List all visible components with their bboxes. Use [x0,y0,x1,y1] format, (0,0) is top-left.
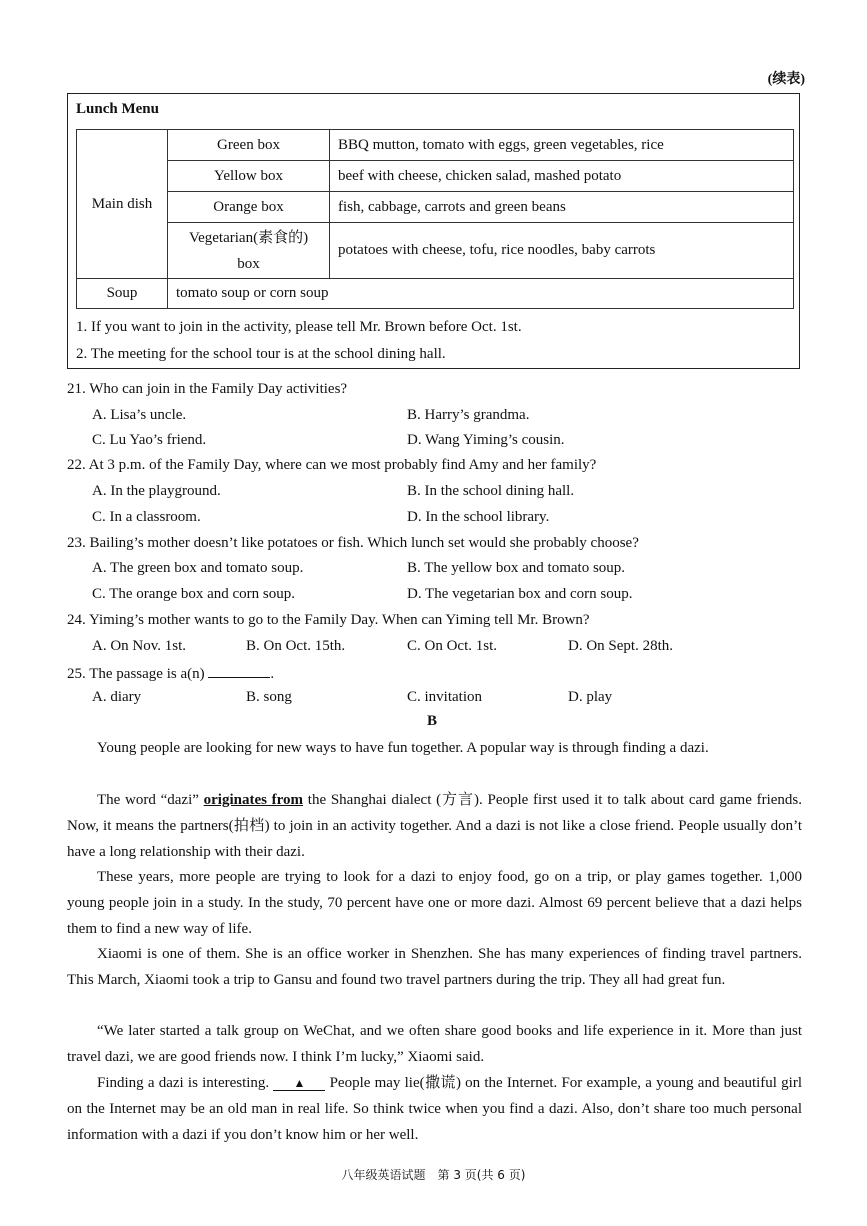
paragraph-text: Finding a dazi is interesting. [97,1075,274,1091]
option: A. On Nov. 1st. [92,638,187,654]
option: B. In the school dining hall. [407,483,575,499]
menu-note: 1. If you want to join in the activity, please tell Mr. Brown before Oct. 1st. [76,319,522,335]
option: B. song [246,689,292,705]
menu-title: Lunch Menu [76,101,159,117]
box-items: BBQ mutton, tomato with eggs, green vegetables, rice [330,130,794,161]
option: B. Harry’s grandma. [407,407,530,423]
option: B. On Oct. 15th. [246,638,346,654]
main-dish-label: Main dish [77,130,168,279]
paragraph-text: People may lie(撒谎) on the Internet. For example, a young and beautiful girl on the Internet may be an old man in real life. So think twice when you find a dazi. Also, don’t share too much personal information with a dazi if you don’t know him or her well. [67,1075,802,1143]
menu-note: 2. The meeting for the school tour is at the school dining hall. [76,346,446,362]
question-stem: 24. Yiming’s mother wants to go to the Family Day. When can Yiming tell Mr. Brown? [67,612,590,628]
option: C. invitation [407,689,482,705]
soup-items: tomato soup or corn soup [168,279,794,309]
keyword-phrase: originates from [203,792,304,808]
box-items: fish, cabbage, carrots and green beans [330,192,794,223]
option: D. Wang Yiming’s cousin. [407,432,565,448]
box-name: Green box [168,130,330,161]
option: D. The vegetarian box and corn soup. [407,586,633,602]
lunch-menu-table [76,129,794,309]
paragraph [67,1071,802,1148]
table-row [77,223,794,279]
question-stem: 23. Bailing’s mother doesn’t like potatoes or fish. Which lunch set would she probably choose? [67,535,639,551]
question-stem [67,663,274,683]
option: D. On Sept. 28th. [568,638,673,654]
option: C. In a classroom. [92,509,201,525]
option: A. The green box and tomato soup. [92,560,304,576]
box-name-line: box [237,255,260,272]
paragraph: Xiaomi is one of them. She is an office worker in Shenzhen. She has many experiences of finding travel partners. This March, Xiaomi took a trip to Gansu and found two travel partners during the trip. They all had great fun. [67,946,802,988]
box-name [168,223,330,279]
question-stem-end: . [270,666,275,682]
section-heading: B [427,713,438,729]
question-stem-text: 25. The passage is a(n) [67,666,205,682]
table-row [77,192,794,223]
box-name: Yellow box [168,161,330,192]
table-row [77,161,794,192]
paragraph [67,788,802,865]
lunch-menu-box [67,93,800,369]
box-name: Orange box [168,192,330,223]
answer-blank [208,663,270,678]
table-row [77,279,794,309]
triangle-blank-marker: ▲ [273,1076,325,1091]
box-items: beef with cheese, chicken salad, mashed potato [330,161,794,192]
option: D. play [568,689,613,705]
paragraph-text: The word “dazi” [97,792,204,808]
option: A. Lisa’s uncle. [92,407,187,423]
soup-label: Soup [77,279,168,309]
paragraph: Young people are looking for new ways to have fun together. A popular way is through finding a dazi. [97,740,709,756]
box-items: potatoes with cheese, tofu, rice noodles, baby carrots [330,223,794,279]
question-stem: 21. Who can join in the Family Day activities? [67,381,348,397]
option: C. Lu Yao’s friend. [92,432,207,448]
box-name-line: Vegetarian(素食的) [188,229,309,246]
page-footer: 八年级英语试题 第 3 页(共 6 页) [341,1168,526,1182]
option: B. The yellow box and tomato soup. [407,560,626,576]
paragraph-text: the Shanghai dialect (方言). People first used it to talk about card game friends. Now, it means the partners(拍档) to join in an activity together. And a dazi is not like a close friend. People usually don’t have a long relationship with their dazi. [67,792,802,860]
option: C. The orange box and corn soup. [92,586,296,602]
paragraph: These years, more people are trying to look for a dazi to enjoy food, go on a trip, or play games together. 1,000 young people join in a study. In the study, 70 percent have one or more dazi. Almost 69 percent believe that a dazi helps them to find a new way of life. [67,869,802,937]
question-stem: 22. At 3 p.m. of the Family Day, where can we most probably find Amy and her family? [67,457,597,473]
option: A. diary [92,689,142,705]
paragraph: “We later started a talk group on WeChat, and we often share good books and life experience in it. More than just travel dazi, we are good friends now. I think I’m lucky,” Xiaomi said. [67,1023,802,1065]
continued-label: (续表) [767,72,805,87]
option: A. In the playground. [92,483,221,499]
table-row [77,130,794,161]
option: D. In the school library. [407,509,550,525]
option: C. On Oct. 1st. [407,638,497,654]
